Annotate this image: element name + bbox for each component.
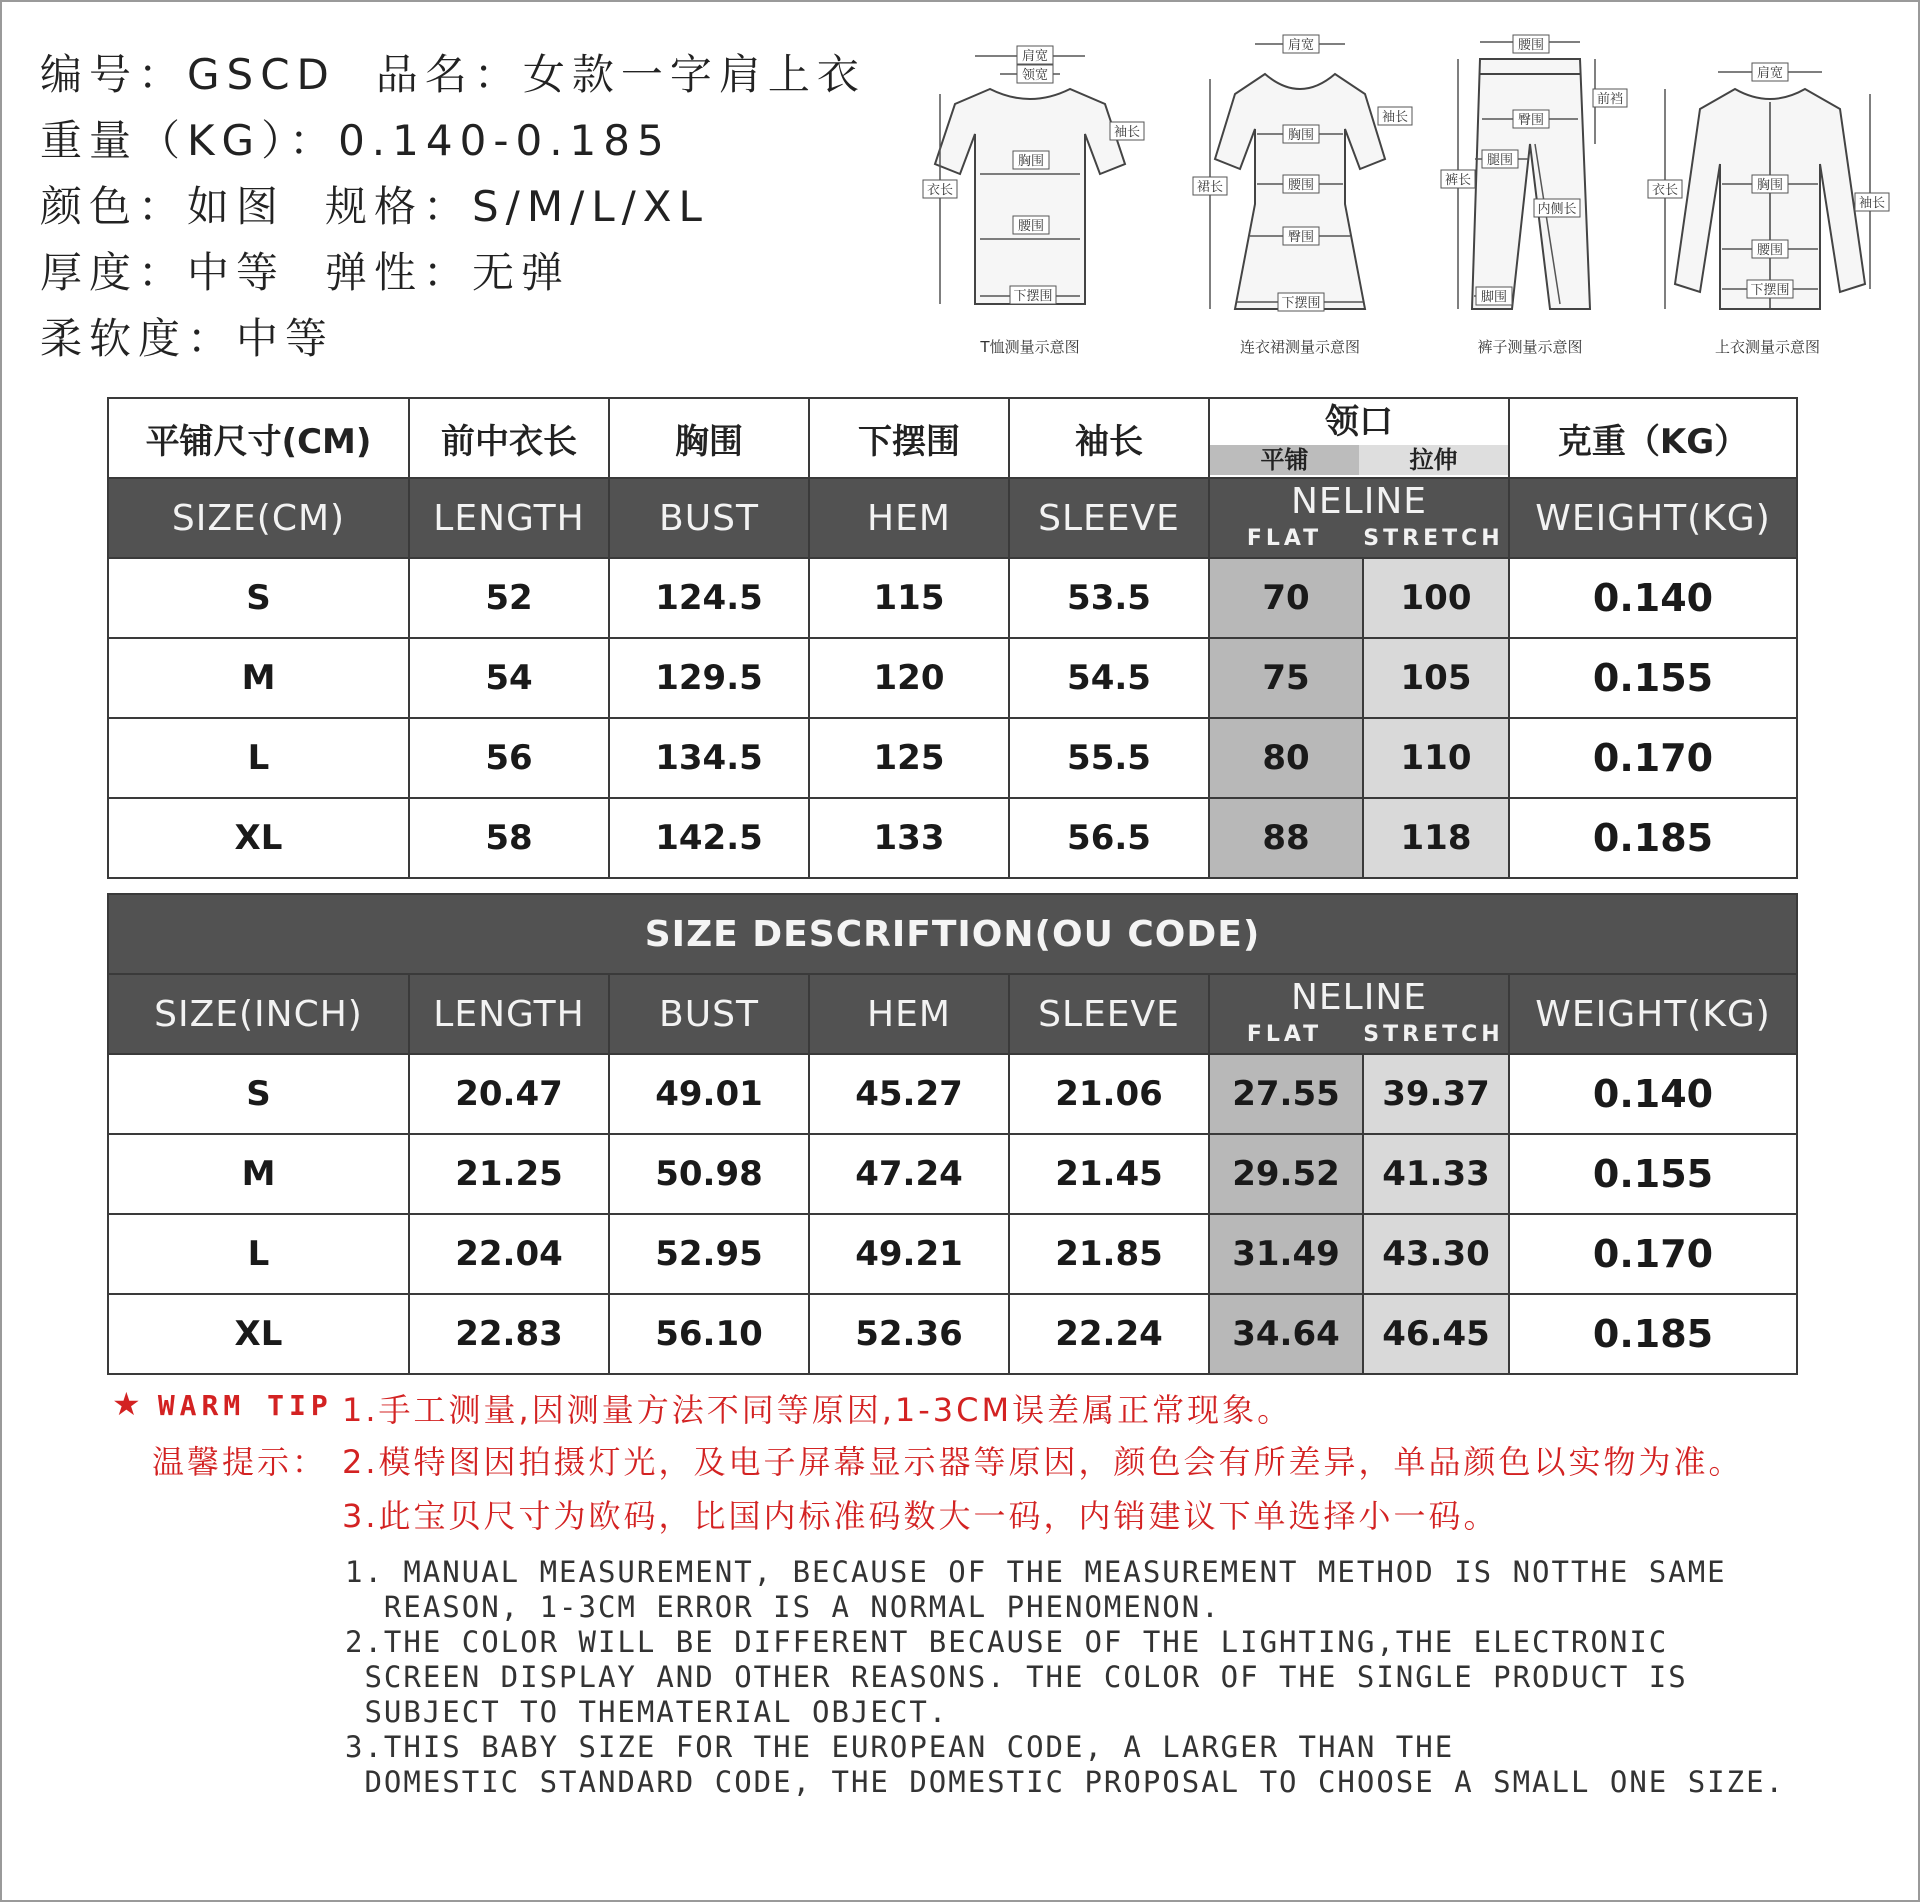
tip-en-line: SUBJECT TO THEMATERIAL OBJECT.: [345, 1695, 949, 1729]
cn-header-size: 平铺尺寸(CM): [108, 398, 409, 478]
diag1-label-2: 袖长: [1113, 125, 1141, 140]
warm-tip-label-en: WARM TIP: [157, 1389, 333, 1422]
pants-caption: 裤子测量示意图: [1477, 338, 1583, 356]
en-header-bust: BUST: [609, 974, 809, 1054]
product-sizes: 规格：S/M/L/XL: [325, 182, 709, 231]
cell-sleeve: 21.85: [1009, 1214, 1209, 1294]
cell-hem: 120: [809, 638, 1009, 718]
cn-neckline-stretch: 拉伸: [1359, 445, 1508, 475]
cn-neckline-flat: 平铺: [1210, 445, 1359, 475]
jacket-diagram: [1640, 34, 1895, 364]
cell-length: 54: [409, 638, 609, 718]
tip-cn-2: 2.模特图因拍摄灯光，及电子屏幕显示器等原因，颜色会有所差异，单品颜色以实物为准。: [342, 1443, 1744, 1481]
cell-neck-flat: 27.55: [1209, 1054, 1363, 1134]
cn-header-sleeve: 袖长: [1009, 398, 1209, 478]
warm-tip-label: [112, 1385, 333, 1423]
cn-header-neckline: [1209, 398, 1509, 478]
cell-neck-flat: 70: [1209, 558, 1363, 638]
cell-size: XL: [108, 1294, 409, 1374]
cn-header-bust: 胸围: [609, 398, 809, 478]
cell-length: 22.04: [409, 1214, 609, 1294]
cell-hem: 125: [809, 718, 1009, 798]
product-code: 编号：GSCD: [40, 50, 336, 99]
diag1-label-5: 腰围: [1017, 219, 1045, 234]
en-header-weight: WEIGHT(KG): [1509, 974, 1797, 1054]
table-row: [108, 1294, 1797, 1374]
cell-weight: 0.155: [1509, 1134, 1797, 1214]
size-table-inch: [107, 893, 1798, 1375]
en-header-row: [108, 478, 1797, 558]
diag2-label-3: 胸围: [1287, 128, 1315, 143]
cell-size: L: [108, 718, 409, 798]
tip-en-line: REASON, 1-3CM ERROR IS A NORMAL PHENOMENON.: [345, 1590, 1221, 1624]
cell-size: XL: [108, 798, 409, 878]
tip-cn-1: 1.手工测量,因测量方法不同等原因,1-3CM误差属正常现象。: [342, 1391, 1293, 1429]
table-row: [108, 1054, 1797, 1134]
diag4-label-0: 肩宽: [1756, 66, 1784, 81]
cell-sleeve: 21.06: [1009, 1054, 1209, 1134]
cn-header-length: 前中衣长: [409, 398, 609, 478]
cell-length: 20.47: [409, 1054, 609, 1134]
diag3-label-6: 脚围: [1480, 290, 1508, 305]
table2-title: SIZE DESCRIFTION(OU CODE): [108, 894, 1797, 974]
en-header-length: LENGTH: [409, 478, 609, 558]
en-neckline-stretch: STRETCH: [1363, 526, 1504, 551]
cell-hem: 45.27: [809, 1054, 1009, 1134]
jacket-icon: [1640, 34, 1895, 334]
cn-neckline-title: 领口: [1325, 402, 1393, 442]
cell-length: 21.25: [409, 1134, 609, 1214]
cell-bust: 124.5: [609, 558, 809, 638]
table2-title-row: [108, 894, 1797, 974]
diag4-label-2: 胸围: [1756, 178, 1784, 193]
table-row: [108, 718, 1797, 798]
cell-size: S: [108, 558, 409, 638]
en-header-neckline: [1209, 974, 1509, 1054]
star-icon: ★: [112, 1385, 144, 1423]
dress-diagram: [1185, 34, 1415, 364]
cell-neck-flat: 80: [1209, 718, 1363, 798]
en-header-length: LENGTH: [409, 974, 609, 1054]
en-header-hem: HEM: [809, 478, 1009, 558]
en-header-weight: WEIGHT(KG): [1509, 478, 1797, 558]
diag3-label-1: 前裆: [1596, 92, 1624, 107]
diag3-label-3: 裤长: [1444, 173, 1472, 188]
warm-tip-label-cn: 温馨提示：: [152, 1443, 328, 1481]
diag2-label-4: 腰围: [1287, 178, 1315, 193]
table-row: [108, 798, 1797, 878]
en-neckline-title: NELINE: [1290, 977, 1428, 1018]
tip-en-line: 2.THE COLOR WILL BE DIFFERENT BECAUSE OF THE LIGHTING,THE ELECTRONIC: [345, 1625, 1669, 1659]
pants-icon: [1430, 34, 1630, 334]
product-color: 颜色：如图: [40, 182, 286, 231]
cell-neck-stretch: 110: [1363, 718, 1509, 798]
cell-hem: 47.24: [809, 1134, 1009, 1214]
diag4-label-3: 袖长: [1858, 196, 1886, 211]
tip-en-line: 1. MANUAL MEASUREMENT, BECAUSE OF THE MEASUREMENT METHOD IS NOTTHE SAME: [345, 1555, 1727, 1589]
cn-header-row: [108, 398, 1797, 478]
cell-size: S: [108, 1054, 409, 1134]
cell-weight: 0.185: [1509, 798, 1797, 878]
jacket-caption: 上衣测量示意图: [1714, 338, 1820, 356]
product-name: 品名：女款一字肩上衣: [375, 50, 866, 99]
diag1-label-6: 下摆围: [1013, 289, 1053, 304]
cell-size: M: [108, 1134, 409, 1214]
diag3-label-5: 内侧长: [1537, 202, 1577, 217]
diag2-label-1: 袖长: [1381, 110, 1409, 125]
diag1-label-3: 衣长: [926, 183, 954, 198]
cell-hem: 52.36: [809, 1294, 1009, 1374]
diag2-label-2: 裙长: [1196, 180, 1224, 195]
table-row: [108, 1134, 1797, 1214]
cell-length: 52: [409, 558, 609, 638]
cell-neck-flat: 75: [1209, 638, 1363, 718]
cell-weight: 0.140: [1509, 1054, 1797, 1134]
cn-header-weight: 克重（KG）: [1509, 398, 1797, 478]
cell-length: 22.83: [409, 1294, 609, 1374]
product-thickness: 厚度：中等: [40, 248, 286, 297]
cell-hem: 133: [809, 798, 1009, 878]
table-row: [108, 558, 1797, 638]
product-info: [40, 42, 866, 372]
diag1-label-0: 肩宽: [1021, 49, 1049, 64]
cell-neck-stretch: 100: [1363, 558, 1509, 638]
cell-neck-stretch: 43.30: [1363, 1214, 1509, 1294]
cell-bust: 56.10: [609, 1294, 809, 1374]
cell-weight: 0.185: [1509, 1294, 1797, 1374]
cell-weight: 0.170: [1509, 1214, 1797, 1294]
cell-neck-stretch: 46.45: [1363, 1294, 1509, 1374]
en-neckline-title: NELINE: [1290, 481, 1428, 522]
cell-hem: 49.21: [809, 1214, 1009, 1294]
product-softness: 柔软度：中等: [40, 314, 335, 363]
diag4-label-5: 下摆围: [1750, 283, 1790, 298]
cell-neck-flat: 31.49: [1209, 1214, 1363, 1294]
table-row: [108, 638, 1797, 718]
cell-sleeve: 54.5: [1009, 638, 1209, 718]
diag2-label-0: 肩宽: [1287, 38, 1315, 53]
diag1-label-4: 胸围: [1017, 154, 1045, 169]
tip-en-line: DOMESTIC STANDARD CODE, THE DOMESTIC PROPOSAL TO CHOOSE A SMALL ONE SIZE.: [345, 1765, 1786, 1799]
en-neckline-flat: FLAT: [1246, 526, 1323, 551]
diag3-label-4: 腿围: [1486, 153, 1514, 168]
en-header-sleeve: SLEEVE: [1009, 478, 1209, 558]
tip-cn-3: 3.此宝贝尺寸为欧码，比国内标准码数大一码，内销建议下单选择小一码。: [342, 1497, 1499, 1535]
cell-size: M: [108, 638, 409, 718]
en-header-bust: BUST: [609, 478, 809, 558]
cell-hem: 115: [809, 558, 1009, 638]
cell-size: L: [108, 1214, 409, 1294]
cell-bust: 129.5: [609, 638, 809, 718]
cell-neck-flat: 29.52: [1209, 1134, 1363, 1214]
cell-bust: 49.01: [609, 1054, 809, 1134]
diag4-label-1: 衣长: [1651, 183, 1679, 198]
en-header-size: SIZE(INCH): [108, 974, 409, 1054]
cell-sleeve: 55.5: [1009, 718, 1209, 798]
cell-neck-stretch: 118: [1363, 798, 1509, 878]
en-neckline-stretch: STRETCH: [1363, 1022, 1504, 1047]
en-header-row: [108, 974, 1797, 1054]
cell-sleeve: 22.24: [1009, 1294, 1209, 1374]
en-neckline-flat: FLAT: [1246, 1022, 1323, 1047]
cell-bust: 50.98: [609, 1134, 809, 1214]
cell-neck-stretch: 41.33: [1363, 1134, 1509, 1214]
en-header-sleeve: SLEEVE: [1009, 974, 1209, 1054]
tshirt-caption: T恤测量示意图: [980, 338, 1080, 356]
diag2-label-6: 下摆围: [1281, 296, 1321, 311]
cell-neck-stretch: 39.37: [1363, 1054, 1509, 1134]
product-elasticity: 弹性：无弹: [325, 248, 571, 297]
cell-weight: 0.170: [1509, 718, 1797, 798]
table-row: [108, 1214, 1797, 1294]
cell-neck-flat: 88: [1209, 798, 1363, 878]
dress-caption: 连衣裙测量示意图: [1239, 338, 1360, 356]
cell-neck-stretch: 105: [1363, 638, 1509, 718]
cell-weight: 0.140: [1509, 558, 1797, 638]
tshirt-diagram: [915, 34, 1145, 364]
diag4-label-4: 腰围: [1756, 243, 1784, 258]
cell-bust: 134.5: [609, 718, 809, 798]
cell-weight: 0.155: [1509, 638, 1797, 718]
cell-length: 58: [409, 798, 609, 878]
en-header-hem: HEM: [809, 974, 1009, 1054]
cell-sleeve: 53.5: [1009, 558, 1209, 638]
diag3-label-2: 臀围: [1517, 113, 1545, 128]
diag2-label-5: 臀围: [1287, 230, 1315, 245]
pants-diagram: [1430, 34, 1630, 364]
cell-length: 56: [409, 718, 609, 798]
product-weight: 重量（KG）：0.140-0.185: [40, 116, 671, 165]
tips-english: [345, 1555, 1785, 1800]
en-header-neckline: [1209, 478, 1509, 558]
tshirt-icon: [915, 34, 1145, 334]
size-table-cm: [107, 397, 1798, 879]
cell-sleeve: 21.45: [1009, 1134, 1209, 1214]
cell-sleeve: 56.5: [1009, 798, 1209, 878]
en-header-size: SIZE(CM): [108, 478, 409, 558]
cell-bust: 142.5: [609, 798, 809, 878]
tip-en-line: SCREEN DISPLAY AND OTHER REASONS. THE COLOR OF THE SINGLE PRODUCT IS: [345, 1660, 1688, 1694]
diag3-label-0: 腰围: [1517, 38, 1545, 53]
cell-bust: 52.95: [609, 1214, 809, 1294]
cn-header-hem: 下摆围: [809, 398, 1009, 478]
dress-icon: [1185, 34, 1415, 334]
tip-en-line: 3.THIS BABY SIZE FOR THE EUROPEAN CODE, A LARGER THAN THE: [345, 1730, 1455, 1764]
cell-neck-flat: 34.64: [1209, 1294, 1363, 1374]
diag1-label-1: 领宽: [1021, 68, 1049, 83]
